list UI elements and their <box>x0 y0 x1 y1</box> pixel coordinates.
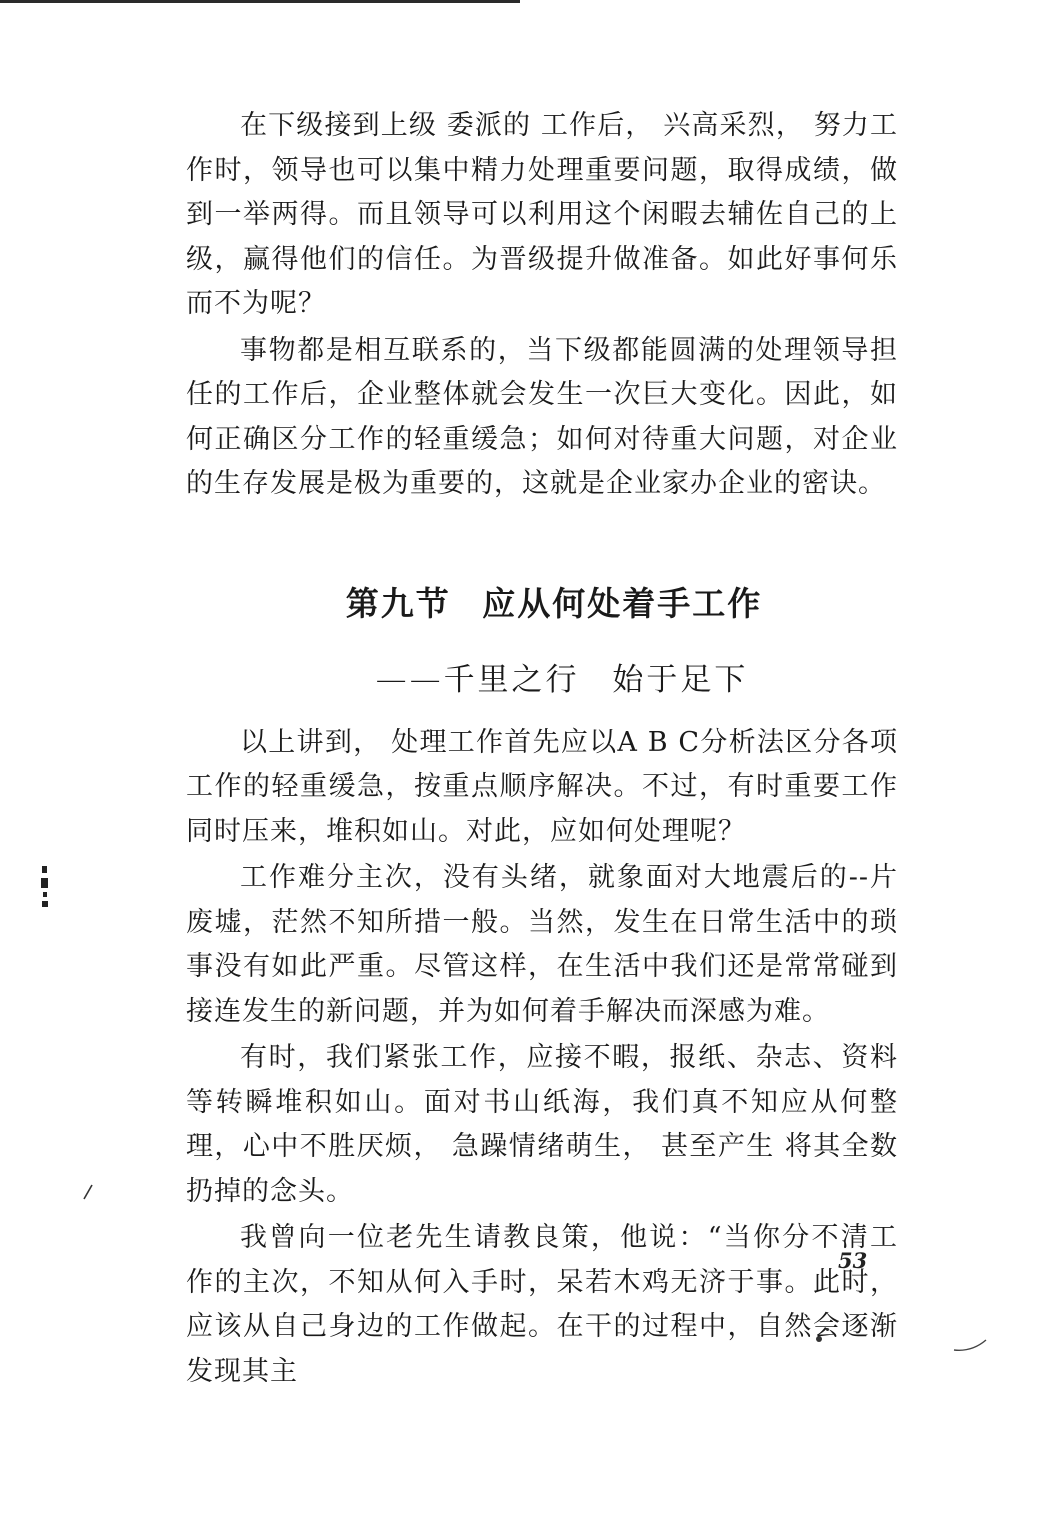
page-number: 53 <box>838 1248 868 1273</box>
paragraph: 我曾向一位老先生请教良策，他说：“当你分不清工作的主次，不知从何入手时，呆若木鸡无济于事。此时，应该从自己身边的工作做起。在干的过程中，自然会逐渐发现其主 <box>186 1222 898 1387</box>
section-heading: 第九节 应从何处着手工作 <box>345 583 763 623</box>
page-body <box>186 104 898 1394</box>
paragraph: 事物都是相互联系的，当下级都能圆满的处理领导担任的工作后，企业整体就会发生一次巨大变化。因此，如何正确区分工作的轻重缓急；如何对待重大问题，对企业的生存发展是极为重要的，这就是企业家办企业的密诀。 <box>186 334 898 499</box>
section-subtitle: ——千里之行 始于足下 <box>375 661 749 698</box>
text-block-before <box>186 104 898 507</box>
margin-ink-mark <box>40 864 50 910</box>
pencil-tick-mark <box>80 1182 96 1202</box>
corner-smudge-mark <box>950 1330 990 1354</box>
paragraph: 以上讲到， 处理工作首先应以A B C分析法区分各项工作的轻重缓急，按重点顺序解决。不过，有时重要工作同时压来，堆积如山。对此，应如何处理呢？ <box>186 726 898 847</box>
text-block-after <box>186 721 898 1395</box>
paragraph: 在下级接到上级 委派的 工作后， 兴高采烈， 努力工作时，领导也可以集中精力处理重要问题，取得成绩，做到一举两得。而且领导可以利用这个闲暇去辅佐自己的上级，赢得他们的信任。为晋级提升做准备。如此好事何乐而不为呢？ <box>186 110 898 319</box>
paragraph: 有时，我们紧张工作，应接不暇，报纸、杂志、资料等转瞬堆积如山。面对书山纸海，我们真不知应从何整理，心中不胜厌烦， 急躁情绪萌生， 甚至产生 将其全数 扔掉的念头。 <box>186 1042 898 1207</box>
top-rule <box>0 0 520 3</box>
paragraph: 工作难分主次，没有头绪，就象面对大地震后的--片废墟，茫然不知所措一般。当然，发生在日常生活中的琐事没有如此严重。尽管这样，在生活中我们还是常常碰到接连发生的新问题，并为如何着手解决而深感为难。 <box>186 862 898 1027</box>
